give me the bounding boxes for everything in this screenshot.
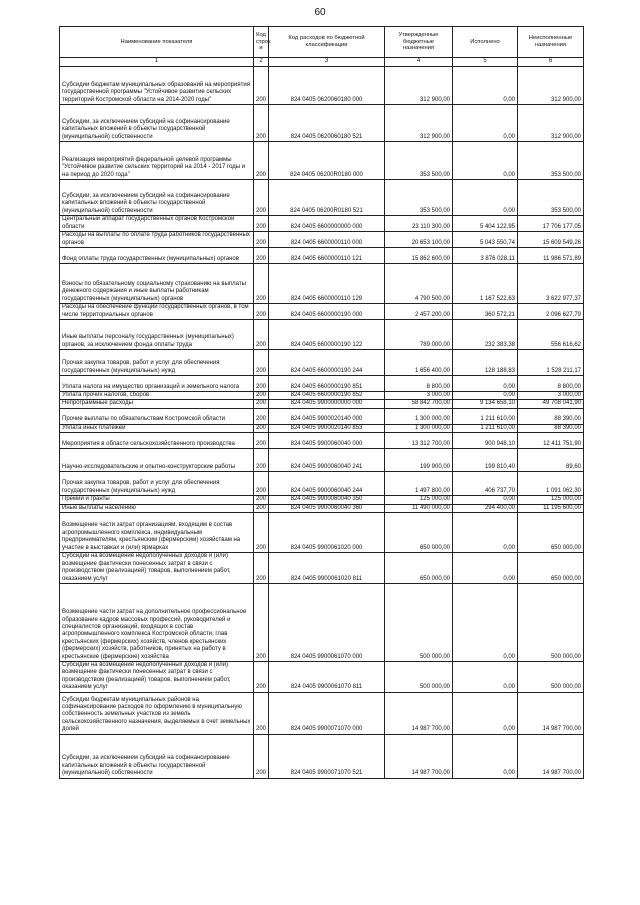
cell-approved: 11 490 000,00: [385, 504, 453, 512]
cell-executed: 0,00: [453, 142, 518, 180]
column-number: 2: [254, 58, 269, 67]
cell-line-code: 200: [254, 180, 269, 216]
cell-budget-code: 824 0405 6600000110 000: [269, 232, 385, 248]
cell-unexecuted: 3 000,00: [518, 392, 584, 400]
cell-approved: 199 900,00: [385, 449, 453, 472]
cell-unexecuted: 2 096 627,79: [518, 304, 584, 320]
cell-line-code: 200: [254, 392, 269, 400]
cell-unexecuted: 49 708 041,90: [518, 400, 584, 408]
cell-name: Научно-исследовательские и опытно-конструкторские работы: [60, 449, 254, 472]
cell-budget-code: 824 0405 9900061070 811: [269, 662, 385, 693]
cell-unexecuted: 500 000,00: [518, 662, 584, 693]
cell-executed: 5 404 122,95: [453, 216, 518, 232]
table-row: [60, 142, 584, 180]
cell-line-code: 200: [254, 248, 269, 264]
cell-name: Субсидии, за исключением субсидий на софинансирование капитальных вложений в объекты государственной (муниципальной) собственности: [60, 734, 254, 778]
cell-line-code: 200: [254, 496, 269, 504]
table-row: [60, 513, 584, 553]
cell-budget-code: 824 0405 6600000190 122: [269, 320, 385, 350]
cell-executed: 0,00: [453, 734, 518, 778]
cell-executed: 0,00: [453, 513, 518, 553]
cell-unexecuted: 353 500,00: [518, 180, 584, 216]
cell-line-code: 200: [254, 424, 269, 432]
cell-name: Расходы на обеспечение функций государственных органов, в том числе территориальных органов: [60, 304, 254, 320]
cell-approved: 1 300 000,00: [385, 408, 453, 424]
cell-budget-code: 824 0405 9900061020 811: [269, 553, 385, 584]
cell-name: Прочие выплаты по обязательствам Костромской области: [60, 408, 254, 424]
cell-budget-code: 824 0405 9900060040 360: [269, 504, 385, 512]
table-row: [60, 67, 584, 105]
cell-line-code: 200: [254, 232, 269, 248]
cell-approved: 8 800,00: [385, 376, 453, 392]
cell-name: Уплата прочих налогов, сборов: [60, 392, 254, 400]
cell-unexecuted: 1 091 062,30: [518, 472, 584, 496]
table-row: [60, 662, 584, 693]
cell-executed: 5 043 550,74: [453, 232, 518, 248]
cell-approved: 1 497 800,00: [385, 472, 453, 496]
cell-unexecuted: 17 706 177,05: [518, 216, 584, 232]
table-row: [60, 496, 584, 504]
cell-executed: 0,00: [453, 584, 518, 662]
table-row: [60, 400, 584, 408]
cell-budget-code: 824 0405 6600000190 244: [269, 350, 385, 376]
cell-executed: 360 572,21: [453, 304, 518, 320]
table-row: [60, 553, 584, 584]
header-unexecuted: Неисполненные назначения: [518, 27, 584, 58]
cell-approved: 650 000,00: [385, 553, 453, 584]
cell-name: Иные выплаты населению: [60, 504, 254, 512]
cell-executed: 9 134 658,10: [453, 400, 518, 408]
budget-execution-table: [59, 26, 584, 779]
cell-budget-code: 824 0405 9900061070 000: [269, 584, 385, 662]
table-row: [60, 105, 584, 142]
column-number: 4: [385, 58, 453, 67]
table-body: [60, 67, 584, 779]
cell-approved: 13 312 700,00: [385, 433, 453, 449]
cell-name: Центральный аппарат государственных органов Костромской области: [60, 216, 254, 232]
cell-line-code: 200: [254, 350, 269, 376]
cell-executed: 406 737,70: [453, 472, 518, 496]
cell-name: Возмещение части затрат на дополнительное профессиональное образование кадров массовых профессий, руководителей и специалистов организаций, входящих в состав агропромышленного комплекса Костромской области, глав крестьянских (фермерских) хозяйств, членов крестьянских (фермерских) хозяйств, работников, принятых на работу в крестьянские (фермерские) хозяйства: [60, 584, 254, 662]
cell-line-code: 200: [254, 472, 269, 496]
cell-unexecuted: 650 000,00: [518, 513, 584, 553]
cell-budget-code: 824 0405 9900060040 244: [269, 472, 385, 496]
cell-name: Фонд оплаты труда государственных (муниципальных) органов: [60, 248, 254, 264]
cell-line-code: 200: [254, 504, 269, 512]
table-row: [60, 350, 584, 376]
cell-name: Субсидии, за исключением субсидий на софинансирование капитальных вложений в объекты государственной (муниципальной) собственности: [60, 180, 254, 216]
cell-budget-code: 824 0405 6600000110 121: [269, 248, 385, 264]
cell-line-code: 200: [254, 264, 269, 304]
cell-approved: 353 500,00: [385, 180, 453, 216]
cell-approved: 4 790 500,00: [385, 264, 453, 304]
cell-budget-code: 824 0405 6600000110 129: [269, 264, 385, 304]
cell-line-code: 200: [254, 142, 269, 180]
cell-name: Субсидии бюджетам муниципальных образований на мероприятия государственной программы "Устойчивое развитие сельских территорий Костромской области на 2014-2020 годы": [60, 67, 254, 105]
cell-unexecuted: 1 528 211,17: [518, 350, 584, 376]
cell-budget-code: 824 0405 06200R0180 000: [269, 142, 385, 180]
cell-executed: 0,00: [453, 392, 518, 400]
cell-budget-code: 824 0405 0620060180 521: [269, 105, 385, 142]
cell-name: Возмещение части затрат организациям, входящим в состав агропромышленного комплекса, индивидуальным предпринимателям, крестьянским (фермерским) хозяйствам на участие в выставках и (или) ярмарках: [60, 513, 254, 553]
table-row: [60, 264, 584, 304]
cell-approved: 125 000,00: [385, 496, 453, 504]
cell-line-code: 200: [254, 408, 269, 424]
table-row: [60, 180, 584, 216]
cell-unexecuted: 15 609 549,26: [518, 232, 584, 248]
cell-unexecuted: 312 900,00: [518, 105, 584, 142]
table-row: [60, 304, 584, 320]
cell-name: Премии и гранты: [60, 496, 254, 504]
cell-executed: 0,00: [453, 67, 518, 105]
cell-executed: 0,00: [453, 553, 518, 584]
cell-executed: 0,00: [453, 692, 518, 734]
table-row: [60, 424, 584, 432]
header-executed: Исполнено: [453, 27, 518, 58]
cell-executed: 1 211 610,00: [453, 408, 518, 424]
cell-line-code: 200: [254, 449, 269, 472]
cell-budget-code: 824 0405 9900060040 241: [269, 449, 385, 472]
cell-name: Субсидии бюджетам муниципальных районов на софинансирование расходов по оформлению в муниципальную собственность земельных участков из земель сельскохозяйственного назначения, выделяемых в счет земельных долей: [60, 692, 254, 734]
cell-approved: 20 653 100,00: [385, 232, 453, 248]
cell-executed: 3 876 028,11: [453, 248, 518, 264]
column-number: 6: [518, 58, 584, 67]
cell-approved: 353 500,00: [385, 142, 453, 180]
cell-budget-code: 824 0405 9900020140 000: [269, 408, 385, 424]
cell-budget-code: 824 0405 6600000000 000: [269, 216, 385, 232]
cell-approved: 3 000,00: [385, 392, 453, 400]
column-number: 5: [453, 58, 518, 67]
table-row: [60, 408, 584, 424]
cell-executed: 128 188,83: [453, 350, 518, 376]
cell-approved: 312 900,00: [385, 105, 453, 142]
cell-unexecuted: 556 616,62: [518, 320, 584, 350]
cell-budget-code: 824 0405 6600000190 851: [269, 376, 385, 392]
column-number: 1: [60, 58, 254, 67]
cell-executed: 0,00: [453, 496, 518, 504]
cell-budget-code: 824 0405 9900020140 853: [269, 424, 385, 432]
cell-approved: 1 656 400,00: [385, 350, 453, 376]
cell-approved: 650 000,00: [385, 513, 453, 553]
cell-name: Мероприятия в области сельскохозяйственного производства: [60, 433, 254, 449]
header-line-code: Код строк и: [254, 27, 269, 58]
cell-line-code: 200: [254, 216, 269, 232]
cell-budget-code: 824 0405 9900071070 521: [269, 734, 385, 778]
cell-executed: 900 948,10: [453, 433, 518, 449]
cell-executed: 0,00: [453, 376, 518, 392]
cell-approved: 23 110 300,00: [385, 216, 453, 232]
cell-approved: 789 000,00: [385, 320, 453, 350]
cell-line-code: 200: [254, 400, 269, 408]
cell-line-code: 200: [254, 734, 269, 778]
cell-approved: 14 987 700,00: [385, 734, 453, 778]
cell-name: Реализация мероприятий федеральной целевой программы "Устойчивое развитие сельских территорий на 2014 - 2017 годы и на период до 2020 года": [60, 142, 254, 180]
cell-unexecuted: 125 000,00: [518, 496, 584, 504]
cell-unexecuted: 11 195 600,00: [518, 504, 584, 512]
cell-budget-code: 824 0405 9900000000 000: [269, 400, 385, 408]
cell-line-code: 200: [254, 553, 269, 584]
table-row: [60, 248, 584, 264]
cell-line-code: 200: [254, 692, 269, 734]
cell-budget-code: 824 0405 6600000190 000: [269, 304, 385, 320]
cell-name: Иные выплаты персоналу государственных (муниципальных) органов, за исключением фонда оплаты труда: [60, 320, 254, 350]
table-row: [60, 449, 584, 472]
cell-name: Прочая закупка товаров, работ и услуг для обеспечения государственных (муниципальных) нужд: [60, 350, 254, 376]
cell-executed: 294 400,00: [453, 504, 518, 512]
cell-name: Субсидии на возмещение недополученных доходов и (или) возмещение фактически понесенных затрат в связи с производством (реализацией) товаров, выполнением работ, оказанием услуг: [60, 662, 254, 693]
cell-budget-code: 824 0405 9900071070 000: [269, 692, 385, 734]
header-name: Наименование показателя: [60, 27, 254, 58]
cell-unexecuted: 353 500,00: [518, 142, 584, 180]
cell-unexecuted: 3 622 977,37: [518, 264, 584, 304]
cell-executed: 232 383,38: [453, 320, 518, 350]
cell-line-code: 200: [254, 513, 269, 553]
cell-executed: 1 211 610,00: [453, 424, 518, 432]
table-row: [60, 692, 584, 734]
cell-line-code: 200: [254, 320, 269, 350]
column-number-row: [60, 58, 584, 67]
cell-unexecuted: 8 800,00: [518, 376, 584, 392]
cell-unexecuted: 88 390,00: [518, 408, 584, 424]
table-header-row: [60, 27, 584, 58]
cell-budget-code: 824 0405 6600000190 852: [269, 392, 385, 400]
cell-budget-code: 824 0405 0620060180 000: [269, 67, 385, 105]
cell-approved: 1 300 000,00: [385, 424, 453, 432]
table-row: [60, 376, 584, 392]
cell-unexecuted: 89,60: [518, 449, 584, 472]
header-budget-code: Код расходов по бюджетной классификации: [269, 27, 385, 58]
table-row: [60, 504, 584, 512]
cell-name: Взносы по обязательному социальному страхованию на выплаты денежного содержания и иные выплаты работникам государственных (муниципальных) органов: [60, 264, 254, 304]
cell-line-code: 200: [254, 105, 269, 142]
cell-line-code: 200: [254, 67, 269, 105]
cell-budget-code: 824 0405 9900061020 000: [269, 513, 385, 553]
table-row: [60, 232, 584, 248]
cell-unexecuted: 500 000,00: [518, 584, 584, 662]
cell-name: Уплата налога на имущество организаций и земельного налога: [60, 376, 254, 392]
table-row: [60, 320, 584, 350]
cell-name: Субсидии, за исключением субсидий на софинансирование капитальных вложений в объекты государственной (муниципальной) собственности: [60, 105, 254, 142]
cell-approved: 14 987 700,00: [385, 692, 453, 734]
cell-line-code: 200: [254, 433, 269, 449]
header-approved: Утвержденные бюджетные назначения: [385, 27, 453, 58]
cell-unexecuted: 14 987 700,00: [518, 734, 584, 778]
cell-approved: 500 000,00: [385, 584, 453, 662]
cell-approved: 2 457 200,00: [385, 304, 453, 320]
cell-approved: 58 842 700,00: [385, 400, 453, 408]
table-row: [60, 472, 584, 496]
cell-executed: 0,00: [453, 105, 518, 142]
cell-name: Уплата иных платежей: [60, 424, 254, 432]
table-row: [60, 584, 584, 662]
cell-line-code: 200: [254, 662, 269, 693]
table-row: [60, 216, 584, 232]
cell-executed: 0,00: [453, 180, 518, 216]
cell-approved: 15 862 600,00: [385, 248, 453, 264]
cell-budget-code: 824 0405 9900060040 000: [269, 433, 385, 449]
cell-name: Субсидии на возмещение недополученных доходов и (или) возмещение фактически понесенных затрат в связи с производством (реализацией) товаров, выполнением работ, оказанием услуг: [60, 553, 254, 584]
cell-name: Непрограммные расходы: [60, 400, 254, 408]
cell-unexecuted: 11 986 571,89: [518, 248, 584, 264]
cell-approved: 312 900,00: [385, 67, 453, 105]
cell-executed: 199 810,40: [453, 449, 518, 472]
table-row: [60, 392, 584, 400]
cell-name: Расходы на выплаты по оплате труда работников государственных органов: [60, 232, 254, 248]
table-row: [60, 433, 584, 449]
cell-name: Прочая закупка товаров, работ и услуг для обеспечения государственных (муниципальных) нужд: [60, 472, 254, 496]
cell-line-code: 200: [254, 584, 269, 662]
cell-unexecuted: 312 900,00: [518, 67, 584, 105]
table-row: [60, 734, 584, 778]
page-number: 60: [314, 7, 326, 18]
cell-line-code: 200: [254, 304, 269, 320]
cell-unexecuted: 12 411 751,90: [518, 433, 584, 449]
cell-unexecuted: 650 000,00: [518, 553, 584, 584]
column-number: 3: [269, 58, 385, 67]
cell-executed: 0,00: [453, 662, 518, 693]
cell-budget-code: 824 0405 9900060040 350: [269, 496, 385, 504]
cell-unexecuted: 14 987 700,00: [518, 692, 584, 734]
cell-unexecuted: 88 390,00: [518, 424, 584, 432]
cell-line-code: 200: [254, 376, 269, 392]
cell-budget-code: 824 0405 06200R0180 521: [269, 180, 385, 216]
cell-executed: 1 167 522,63: [453, 264, 518, 304]
cell-approved: 500 000,00: [385, 662, 453, 693]
